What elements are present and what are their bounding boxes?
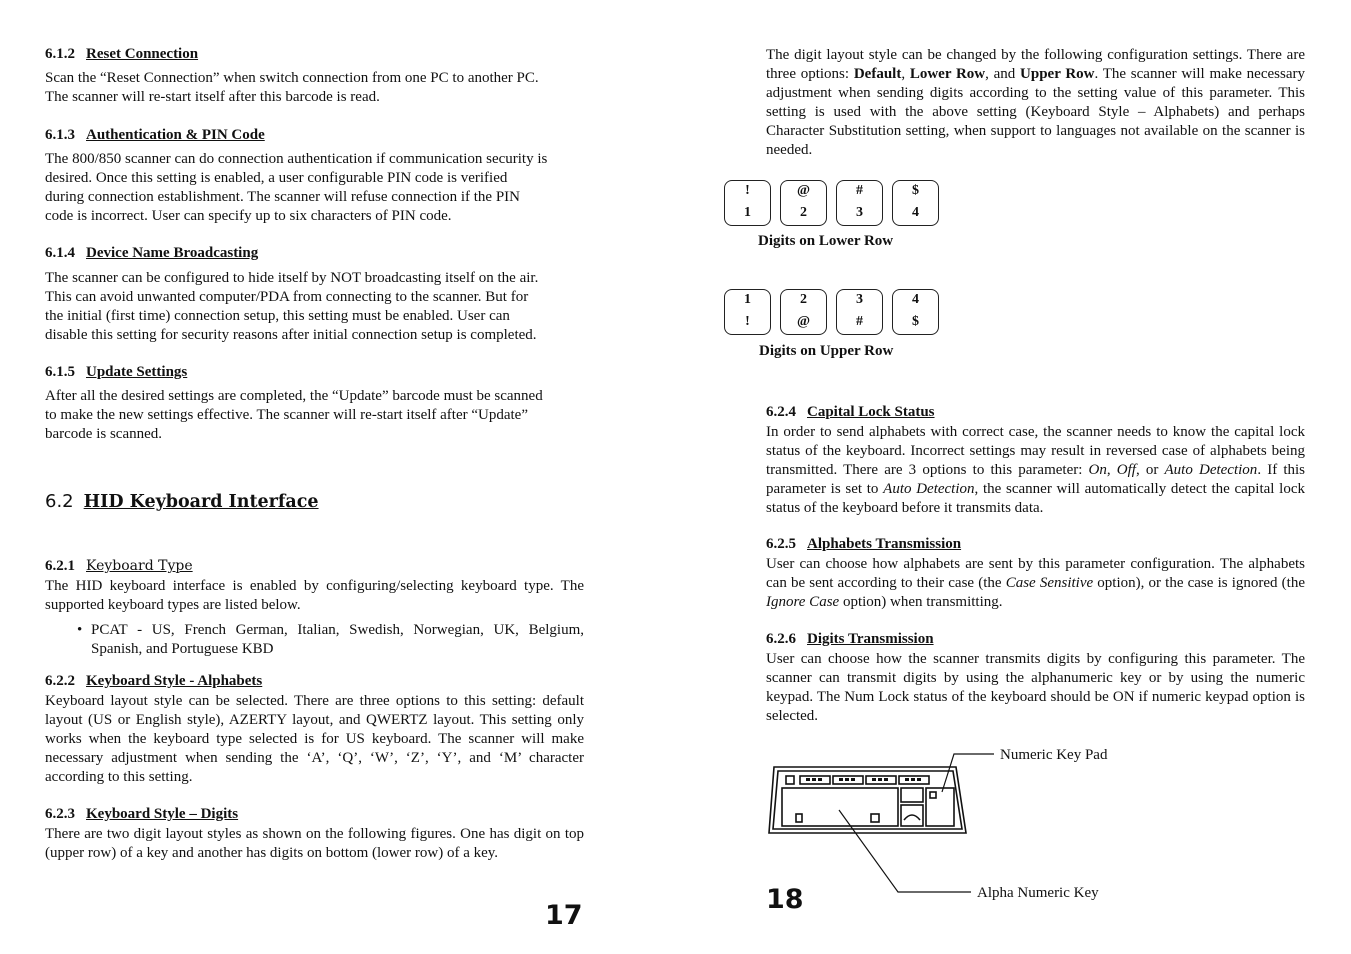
text-line: to make the new settings effective. The scanner will re-start itself after “Update”	[45, 407, 528, 423]
section-number: 6.1.4	[45, 245, 75, 261]
section-title: Digits Transmission	[807, 631, 934, 647]
section-6-1-2-heading	[45, 46, 198, 63]
section-title: Keyboard Style – Digits	[86, 806, 239, 822]
section-title: Capital Lock Status	[807, 404, 935, 420]
section-6-1-5-heading	[45, 364, 187, 381]
text-line: the initial (first time) connection setup, this setting must be enabled. User can	[45, 308, 510, 324]
section-title: Keyboard Style - Alphabets	[86, 673, 263, 689]
section-title: Keyboard Type	[86, 558, 193, 574]
keycap-bottom: #	[856, 314, 863, 329]
keycap	[780, 289, 827, 335]
keycap	[836, 180, 883, 226]
page-number: 17	[545, 900, 583, 931]
bullet-text: PCAT - US, French German, Italian, Swedish, Norwegian, UK, Belgium, Spanish, and Portuguese KBD	[91, 622, 584, 657]
keycap-bottom: 2	[800, 205, 807, 220]
text-line: After all the desired settings are completed, the “Update” barcode must be scanned	[45, 388, 543, 404]
keycap-top: $	[912, 183, 919, 198]
section-title: Reset Connection	[86, 46, 199, 62]
text-run: The digit layout style can be changed by the following configuration settings. There are three options:	[766, 47, 1305, 82]
lower-row-keys	[724, 180, 939, 226]
section-6-1-5-body	[45, 387, 605, 444]
section-title: Device Name Broadcasting	[86, 245, 259, 261]
text-line: code is incorrect. User can specify up to six characters of PIN code.	[45, 208, 452, 224]
option-on: On	[1088, 462, 1107, 478]
text-run: , the scanner will automatically detect the capital lock status of the keyboard before it transmits data.	[766, 481, 1306, 516]
section-6-1-3-heading	[45, 127, 265, 144]
keycap-bottom: $	[912, 314, 919, 329]
text-run: option) when transmitting.	[839, 594, 1003, 610]
bullet-symbol: •	[77, 622, 83, 638]
option-ignore-case: Ignore Case	[766, 594, 840, 610]
text-run: User can choose how alphabets are sent by this parameter configuration. The alphabets can be sent according to their case (the	[766, 556, 1305, 591]
section-title: Update Settings	[86, 364, 188, 380]
section-6-1-4-heading	[45, 245, 258, 262]
keycap-top: #	[856, 183, 863, 198]
section-6-2-6-heading	[766, 631, 934, 648]
section-title: Alphabets Transmission	[807, 536, 962, 552]
keycap	[780, 180, 827, 226]
keycap-top: @	[796, 183, 811, 198]
keycap	[892, 180, 939, 226]
section-6-2-5-heading	[766, 536, 961, 553]
digit-layout-intro	[766, 46, 1305, 160]
text-line: during connection establishment. The scanner will refuse connection if the PIN	[45, 189, 521, 205]
keycap-top: 3	[856, 292, 863, 307]
section-number: 6.1.3	[45, 127, 75, 143]
section-6-2-2-heading	[45, 673, 262, 690]
section-6-2-1-heading	[45, 558, 193, 575]
section-number: 6.2.6	[766, 631, 796, 647]
text-line: desired. Once this setting is enabled, a user configurable PIN code is verified	[45, 170, 508, 186]
section-number: 6.2.5	[766, 536, 796, 552]
section-6-2-1-body: The HID keyboard interface is enabled by configuring/selecting keyboard type. The supported keyboard types are listed below.	[45, 578, 584, 613]
upper-row-keys	[724, 289, 939, 335]
keycap-top: !	[745, 183, 750, 198]
section-6-2-2-body: Keyboard layout style can be selected. There are three options to this setting: default layout (US or English style), AZERTY layout, and QWERTZ layout. This setting only works when the keyboard type selected is for US keyboard. The scanner will make necessary adjustment when sending the ‘A’, ‘Q’, ‘W’, ‘Z’, ‘Y’, and ‘M’ character according to this setting.	[45, 693, 584, 785]
section-number: 6.2.3	[45, 806, 75, 822]
option-default: Default	[853, 66, 902, 82]
section-6-2-6-body: User can choose how the scanner transmits digits by configuring this parameter. The scanner can transmit digits by using the alphanumeric key or by using the numeric keypad. The Num Lock status of the keyboard should be ON if numeric keypad option is selected.	[766, 651, 1305, 724]
text-run: ,	[1106, 462, 1117, 478]
section-6-1-3-body	[45, 150, 605, 226]
keycap-bottom: 3	[856, 205, 863, 220]
section-title: Authentication & PIN Code	[86, 127, 265, 143]
keycap-top: 4	[912, 292, 919, 307]
section-6-1-4-body	[45, 269, 605, 345]
text-run: option), or the case is ignored (the	[1093, 575, 1305, 591]
section-6-2-3-body: There are two digit layout styles as shown on the following figures. One has digit on top (upper row) of a key and another has digits on bottom (lower row) of a key.	[45, 826, 584, 861]
option-auto-detection: Auto Detection	[883, 481, 975, 497]
text-run: ,	[901, 66, 910, 82]
keycap-bottom: 1	[744, 205, 751, 220]
section-title: HID Keyboard Interface	[83, 492, 319, 512]
text-line: barcode is scanned.	[45, 426, 163, 442]
section-number: 6.1.5	[45, 364, 75, 380]
lower-row-caption: Digits on Lower Row	[758, 233, 894, 249]
option-auto-detection: Auto Detection	[1164, 462, 1258, 478]
text-run: . If this parameter is set to	[766, 462, 1306, 497]
text-line: disable this setting for security reasons after initial connection setup is completed.	[45, 327, 537, 343]
text-run: . The scanner will make necessary adjustment when sending digits according to the setting value of this parameter. This setting is used with the above setting (Keyboard Style – Alphabets) and perhaps Character Substitution setting, when support to languages not available on the scanner is needed.	[766, 66, 1305, 158]
keycap	[892, 289, 939, 335]
text-line: The scanner can be configured to hide itself by NOT broadcasting itself on the air.	[45, 270, 539, 286]
section-6-1-2-body	[45, 69, 605, 107]
option-lower-row: Lower Row	[909, 66, 986, 82]
keycap-top: 2	[800, 292, 807, 307]
text-run: , and	[985, 66, 1021, 82]
option-upper-row: Upper Row	[1020, 66, 1095, 82]
alpha-numeric-key-label: Alpha Numeric Key	[977, 885, 1099, 901]
section-number: 6.2.4	[766, 404, 796, 420]
text-line: This can avoid unwanted computer/PDA from connecting to the scanner. But for	[45, 289, 529, 305]
section-number: 6.2.2	[45, 673, 75, 689]
section-6-2-4-body	[766, 423, 1305, 518]
keycap-bottom: !	[745, 314, 750, 329]
keycap-bottom: @	[796, 314, 811, 329]
text-line: Scan the “Reset Connection” when switch connection from one PC to another PC.	[45, 70, 539, 86]
option-case-sensitive: Case Sensitive	[1005, 575, 1094, 591]
section-number: 6.2	[45, 491, 74, 512]
keyboard-type-bullet	[77, 621, 584, 659]
keycap	[724, 289, 771, 335]
text-run: , or	[1135, 462, 1165, 478]
section-6-2-4-heading	[766, 404, 935, 421]
section-6-2-heading	[45, 491, 319, 512]
section-6-2-3-heading	[45, 806, 238, 823]
section-6-2-5-body	[766, 555, 1305, 612]
text-line: The 800/850 scanner can do connection authentication if communication security is	[45, 151, 548, 167]
text-line: The scanner will re-start itself after this barcode is read.	[45, 89, 380, 105]
section-number: 6.1.2	[45, 46, 75, 62]
numeric-key-pad-label: Numeric Key Pad	[1000, 747, 1108, 763]
text-run: In order to send alphabets with correct case, the scanner needs to know the capital lock status of the keyboard. Incorrect settings may result in reversed case of alphabets being transmitted. There are 3 options to this parameter:	[766, 424, 1305, 478]
keycap-bottom: 4	[912, 205, 919, 220]
upper-row-caption: Digits on Upper Row	[759, 343, 894, 359]
keycap	[836, 289, 883, 335]
page-number: 18	[766, 884, 804, 915]
keycap	[724, 180, 771, 226]
option-off: Off	[1116, 462, 1136, 478]
section-number: 6.2.1	[45, 558, 75, 574]
keycap-top: 1	[744, 292, 751, 307]
